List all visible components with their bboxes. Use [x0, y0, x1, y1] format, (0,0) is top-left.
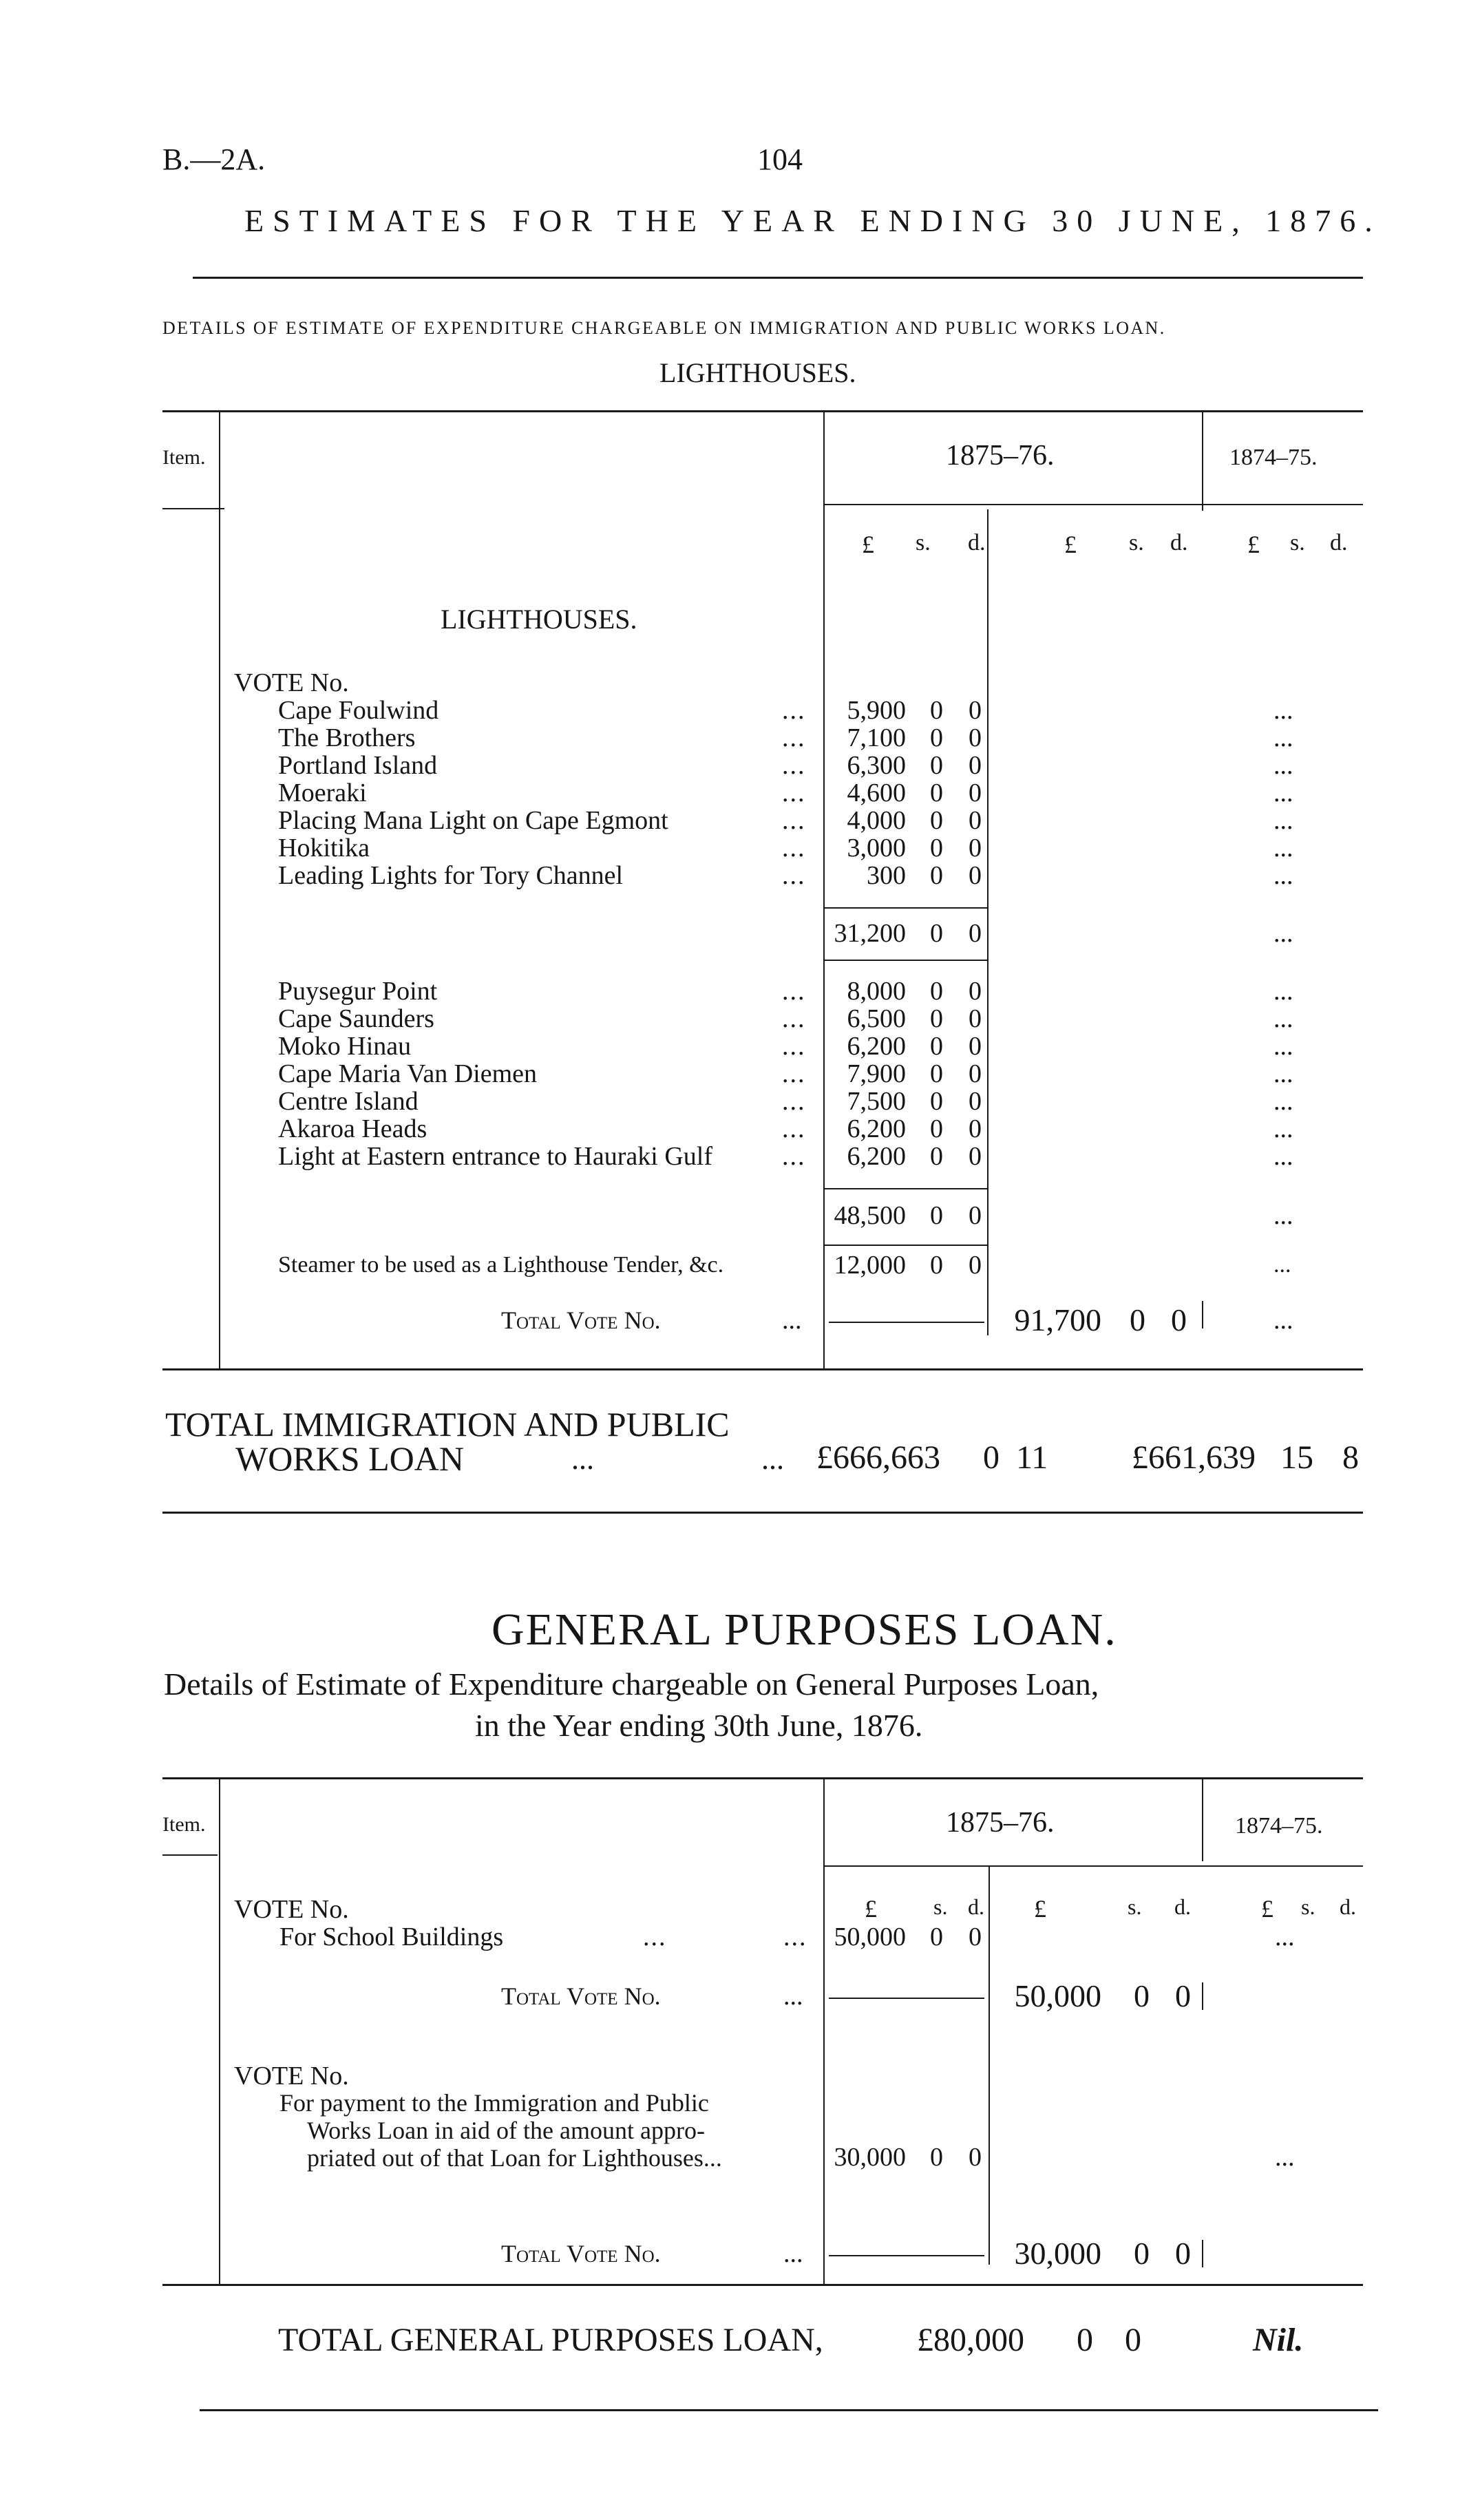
col-1874-header: 1874–75. — [1229, 445, 1318, 470]
row-shillings: 0 — [930, 1114, 943, 1143]
section2-title: GENERAL PURPOSES LOAN. — [491, 1605, 1117, 1655]
row-pence: 0 — [969, 696, 982, 725]
table2-currency-pound-a: £ — [865, 1895, 877, 1923]
vote1-dots2: ... — [783, 1923, 807, 1951]
table2-prev-col-divider — [1202, 1779, 1203, 1861]
vote1-total-pence: 0 — [1175, 1978, 1191, 2013]
vote1-total-dash — [829, 1998, 984, 1999]
table-row — [0, 1033, 1480, 1060]
row-label: Hokitika — [278, 834, 370, 862]
row-pence: 0 — [969, 1114, 982, 1143]
grand-total1-current: £666,663 — [816, 1439, 940, 1476]
vote1-pence: 0 — [969, 1923, 982, 1951]
row-prev: ... — [1273, 834, 1293, 862]
document-reference: B.—2A. — [162, 142, 266, 176]
vote2-total-dash — [829, 2255, 984, 2256]
vote2-prev: ... — [1275, 2143, 1295, 2172]
subtotal1-pounds: 31,200 — [834, 919, 906, 948]
row-pounds: 7,100 — [847, 723, 906, 752]
row-pounds: 8,000 — [847, 977, 906, 1006]
table2-col-1875-header: 1875–76. — [946, 1807, 1055, 1839]
currency-pence-b: d. — [1170, 530, 1188, 555]
row-prev: ... — [1273, 779, 1293, 807]
grand-total1-dots1: ... — [571, 1442, 594, 1476]
table-row — [0, 1060, 1480, 1088]
row-pounds: 7,500 — [847, 1087, 906, 1116]
row-label: Leading Lights for Tory Channel — [278, 861, 624, 890]
row-shillings: 0 — [930, 977, 943, 1006]
total-vote-prev: ... — [1273, 1306, 1293, 1335]
subtotal2-rule-top — [823, 1188, 987, 1189]
row-shillings: 0 — [930, 723, 943, 752]
total-vote-dash — [829, 1322, 984, 1323]
row-pence: 0 — [969, 1032, 982, 1061]
row-pence: 0 — [969, 834, 982, 862]
row-shillings: 0 — [930, 751, 943, 780]
table2-currency-pound-c: £ — [1261, 1895, 1273, 1923]
table-row — [0, 1005, 1480, 1033]
grand-total2-current: £80,000 — [917, 2322, 1024, 2358]
vote2-total-pounds: 30,000 — [1014, 2236, 1101, 2271]
vote1-total-shillings: 0 — [1134, 1978, 1150, 2013]
subtotal1-rule-top — [823, 907, 987, 909]
table-row — [0, 779, 1480, 807]
grand-total1-current-shillings: 0 — [983, 1439, 1000, 1476]
total-vote-dots: ... — [782, 1306, 802, 1335]
table2-currency-shilling-b: s. — [1128, 1894, 1142, 1919]
row-pence: 0 — [969, 1059, 982, 1088]
vote2-total-label: Total Vote No. — [501, 2240, 661, 2267]
subtotal2-shillings: 0 — [930, 1201, 943, 1230]
vote2-total-shillings: 0 — [1134, 2236, 1150, 2271]
row-prev: ... — [1273, 1114, 1293, 1143]
table2-top-rule — [162, 1777, 1363, 1779]
steamer-row — [0, 1251, 1480, 1279]
table2-currency-shilling-c: s. — [1301, 1894, 1315, 1919]
grand-total2-label: TOTAL GENERAL PURPOSES LOAN, — [278, 2322, 823, 2358]
row-pence: 0 — [969, 1142, 982, 1171]
table2-currency-pence-a: d. — [968, 1894, 984, 1919]
grand-total2-prev: Nil. — [1253, 2322, 1304, 2358]
vote1-total-dots: ... — [783, 1982, 803, 2011]
row-pence: 0 — [969, 861, 982, 890]
vote1-total-pounds: 50,000 — [1014, 1978, 1101, 2013]
total-vote-shillings: 0 — [1130, 1302, 1145, 1337]
row-prev: ... — [1273, 1087, 1293, 1116]
row-dots: ... — [782, 1114, 806, 1143]
row-pence: 0 — [969, 751, 982, 780]
subtotal1-prev: ... — [1273, 919, 1293, 948]
table2-currency-pound-b: £ — [1034, 1895, 1046, 1923]
vote2-total-dots: ... — [783, 2239, 803, 2268]
total-vote-pounds: 91,700 — [1014, 1302, 1101, 1337]
currency-pound-b: £ — [1064, 531, 1077, 558]
currency-shilling-c: s. — [1290, 530, 1305, 555]
row-pence: 0 — [969, 806, 982, 835]
row-label: Cape Foulwind — [278, 696, 439, 725]
row-pounds: 5,900 — [847, 696, 906, 725]
table-row — [0, 697, 1480, 724]
vote1-label: VOTE No. — [234, 1895, 349, 1924]
vote2-row — [0, 2143, 1480, 2171]
vote2-total-pence: 0 — [1175, 2236, 1191, 2271]
section1-heading: LIGHTHOUSES. — [659, 357, 856, 388]
total-vote-row — [0, 1302, 1480, 1337]
row-dots: ... — [782, 751, 806, 780]
row-prev: ... — [1273, 723, 1293, 752]
subtotal1-row — [0, 920, 1480, 947]
row-label: Placing Mana Light on Cape Egmont — [278, 806, 668, 835]
col-1875-header: 1875–76. — [946, 440, 1055, 472]
section2-subtitle-line1: Details of Estimate of Expenditure chargeable on General Purposes Loan, — [164, 1666, 1099, 1702]
row-dots: ... — [782, 1004, 806, 1033]
row-dots: ... — [782, 779, 806, 807]
row-dots: ... — [782, 861, 806, 890]
table2-col-item-header: Item. — [162, 1813, 206, 1836]
grand-total2-current-shillings: 0 — [1077, 2322, 1093, 2358]
row-shillings: 0 — [930, 779, 943, 807]
row-dots: ... — [782, 1142, 806, 1171]
steamer-label: Steamer to be used as a Lighthouse Tender, &c. — [278, 1252, 724, 1278]
row-dots: ... — [782, 806, 806, 835]
row-prev: ... — [1273, 1142, 1293, 1171]
subtotal1-pence: 0 — [969, 919, 982, 948]
steamer-prev: ... — [1273, 1252, 1291, 1278]
subtotal2-prev: ... — [1273, 1201, 1293, 1230]
vote2-shillings: 0 — [930, 2143, 943, 2172]
grand-total2-current-pence: 0 — [1125, 2322, 1141, 2358]
row-dots: ... — [782, 977, 806, 1006]
table-row — [0, 862, 1480, 889]
total-vote-label: Total Vote No. — [501, 1306, 661, 1334]
row-dots: ... — [782, 834, 806, 862]
grand-total1-prev-shillings: 15 — [1280, 1439, 1313, 1476]
table1-year-rule — [823, 504, 1363, 505]
section1-subtitle: DETAILS OF ESTIMATE OF EXPENDITURE CHARGEABLE ON IMMIGRATION AND PUBLIC WORKS LOAN. — [162, 318, 1166, 338]
row-prev: ... — [1273, 861, 1293, 890]
row-shillings: 0 — [930, 1087, 943, 1116]
row-pounds: 6,300 — [847, 751, 906, 780]
row-label: Cape Maria Van Diemen — [278, 1059, 538, 1088]
row-prev: ... — [1273, 806, 1293, 835]
table-row — [0, 807, 1480, 834]
grand-total2-rule — [200, 2409, 1378, 2411]
table1-prev-col-divider — [1202, 412, 1203, 511]
row-pence: 0 — [969, 723, 982, 752]
row-pounds: 4,600 — [847, 779, 906, 807]
row-dots: ... — [782, 1059, 806, 1088]
row-label: Puysegur Point — [278, 977, 438, 1006]
currency-shilling-b: s. — [1129, 530, 1144, 555]
row-pounds: 3,000 — [847, 834, 906, 862]
row-shillings: 0 — [930, 1032, 943, 1061]
page-title: ESTIMATES FOR THE YEAR ENDING 30 JUNE, 1876. — [244, 203, 1382, 238]
table2-col-1874-header: 1874–75. — [1235, 1813, 1323, 1839]
group-heading: LIGHTHOUSES. — [441, 604, 637, 635]
vote1-pounds: 50,000 — [834, 1923, 906, 1951]
vote-label: VOTE No. — [234, 668, 349, 697]
currency-pence-c: d. — [1330, 530, 1348, 555]
table-row — [0, 977, 1480, 1005]
row-shillings: 0 — [930, 1004, 943, 1033]
table1-header-rule — [162, 508, 224, 509]
steamer-pence: 0 — [969, 1251, 982, 1280]
page-number: 104 — [757, 142, 803, 176]
row-prev: ... — [1273, 977, 1293, 1006]
currency-pound-a: £ — [862, 531, 874, 558]
total-vote-pence: 0 — [1171, 1302, 1187, 1337]
vote1-row — [0, 1923, 1480, 1951]
table2-currency-pence-b: d. — [1174, 1894, 1191, 1919]
table-row — [0, 724, 1480, 752]
vote1-prev: ... — [1275, 1923, 1295, 1951]
table-row — [0, 1088, 1480, 1115]
vote1-total-row — [0, 1978, 1480, 2013]
vote1-dots: ... — [643, 1923, 667, 1951]
vote1-shillings: 0 — [930, 1923, 943, 1951]
table2-currency-shilling-a: s. — [933, 1894, 948, 1919]
row-pounds: 300 — [867, 861, 906, 890]
currency-shilling-a: s. — [916, 530, 931, 555]
table2-item-col-divider — [219, 1779, 220, 2284]
vote1-total-label: Total Vote No. — [501, 1982, 661, 2010]
row-shillings: 0 — [930, 834, 943, 862]
table2-current-col-divider — [823, 1779, 825, 2284]
steamer-shillings: 0 — [930, 1251, 943, 1280]
table-row — [0, 834, 1480, 862]
table-row — [0, 1115, 1480, 1143]
row-shillings: 0 — [930, 861, 943, 890]
subtotal2-pounds: 48,500 — [834, 1201, 906, 1230]
subtotal1-rule-bottom — [823, 960, 987, 961]
vote2-item-label-line2: Works Loan in aid of the amount appro- — [307, 2117, 705, 2144]
row-prev: ... — [1273, 751, 1293, 780]
header-rule — [193, 277, 1363, 279]
row-dots: ... — [782, 696, 806, 725]
row-pounds: 6,200 — [847, 1142, 906, 1171]
row-pounds: 6,200 — [847, 1114, 906, 1143]
grand-total1-prev: £661,639 — [1132, 1439, 1256, 1476]
subtotal2-pence: 0 — [969, 1201, 982, 1230]
section2-subtitle-line2: in the Year ending 30th June, 1876. — [475, 1708, 923, 1743]
row-pounds: 6,500 — [847, 1004, 906, 1033]
row-label: Portland Island — [278, 751, 438, 780]
row-label: Cape Saunders — [278, 1004, 434, 1033]
currency-pence-a: d. — [968, 530, 986, 555]
row-label: Centre Island — [278, 1087, 419, 1116]
grand-total1-dots2: ... — [761, 1442, 784, 1476]
table-row — [0, 752, 1480, 779]
row-label: Akaroa Heads — [278, 1114, 427, 1143]
row-shillings: 0 — [930, 1142, 943, 1171]
row-pounds: 6,200 — [847, 1032, 906, 1061]
row-dots: ... — [782, 723, 806, 752]
row-shillings: 0 — [930, 696, 943, 725]
steamer-pounds: 12,000 — [834, 1251, 906, 1280]
row-shillings: 0 — [930, 806, 943, 835]
vote2-pounds: 30,000 — [834, 2143, 906, 2172]
table-row — [0, 1143, 1480, 1170]
row-dots: ... — [782, 1087, 806, 1116]
table2-header-rule — [162, 1854, 218, 1856]
grand-total1-label-line1: TOTAL IMMIGRATION AND PUBLIC — [165, 1405, 730, 1443]
row-dots: ... — [782, 1032, 806, 1061]
row-pence: 0 — [969, 779, 982, 807]
row-pence: 0 — [969, 977, 982, 1006]
currency-pound-c: £ — [1247, 531, 1260, 558]
subtotal2-row — [0, 1202, 1480, 1229]
row-label: Moko Hinau — [278, 1032, 412, 1061]
table1-bottom-rule — [162, 1368, 1363, 1370]
row-prev: ... — [1273, 696, 1293, 725]
table1-top-rule — [162, 410, 1363, 412]
vote2-total-row — [0, 2236, 1480, 2271]
grand-total1-rule — [162, 1512, 1363, 1514]
subtotal1-shillings: 0 — [930, 919, 943, 948]
row-pounds: 4,000 — [847, 806, 906, 835]
row-pounds: 7,900 — [847, 1059, 906, 1088]
row-prev: ... — [1273, 1059, 1293, 1088]
vote1-item-label: For School Buildings — [279, 1923, 504, 1951]
row-pence: 0 — [969, 1087, 982, 1116]
grand-total1-current-pence: 11 — [1016, 1439, 1048, 1476]
row-prev: ... — [1273, 1032, 1293, 1061]
table2-year-rule — [823, 1865, 1363, 1867]
subtotal2-rule-bottom — [823, 1245, 987, 1246]
row-prev: ... — [1273, 1004, 1293, 1033]
vote2-label: VOTE No. — [234, 2062, 349, 2090]
table2-bottom-rule — [162, 2284, 1363, 2286]
vote2-item-label-line1: For payment to the Immigration and Public — [279, 2089, 709, 2117]
grand-total1-label-line2: WORKS LOAN — [235, 1439, 464, 1478]
table2-currency-pence-c: d. — [1340, 1894, 1356, 1919]
row-shillings: 0 — [930, 1059, 943, 1088]
row-label: The Brothers — [278, 723, 416, 752]
vote2-item-label-line3: priated out of that Loan for Lighthouses... — [307, 2144, 722, 2172]
row-label: Light at Eastern entrance to Hauraki Gulf — [278, 1142, 712, 1171]
grand-total1-prev-pence: 8 — [1342, 1439, 1359, 1476]
col-item-header: Item. — [162, 446, 206, 469]
row-label: Moeraki — [278, 779, 367, 807]
row-pence: 0 — [969, 1004, 982, 1033]
vote2-pence: 0 — [969, 2143, 982, 2172]
